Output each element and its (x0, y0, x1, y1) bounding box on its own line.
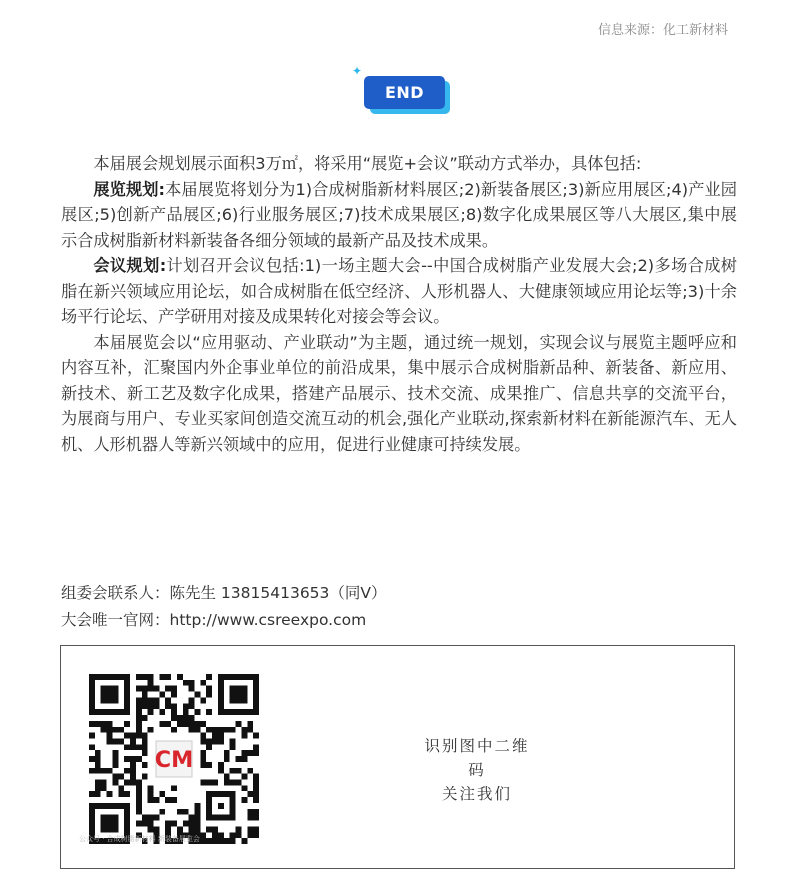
logo-text: CM (154, 747, 194, 774)
qr-module (230, 744, 236, 750)
qr-module (95, 721, 101, 727)
conference-plan-text: 计划召开会议包括:1)一场主题大会--中国合成树脂产业发展大会;2)多场合成树脂在新兴领域应用论坛，如合成树脂在低空经济、人形机器人、大健康领域应用论坛等;3)十余场平行论坛、产学研用对接及成果转化对接会等会议。 (61, 256, 737, 326)
qr-module (247, 815, 253, 821)
source-note: 信息来源：化工新材料 (597, 23, 728, 38)
qr-module (112, 762, 118, 768)
qr-module (112, 756, 118, 762)
qr-module (212, 727, 218, 733)
qr-caption: 公众号 · 合成树脂新材料 新装备展览会 (79, 835, 200, 843)
qr-module (195, 709, 201, 715)
qr-module (189, 697, 195, 703)
qr-module (165, 721, 171, 727)
qr-module (153, 815, 159, 821)
qr-module (230, 738, 236, 744)
qr-module (130, 756, 136, 762)
qr-module (247, 727, 253, 733)
qr-module (200, 721, 206, 727)
qr-module (124, 721, 130, 727)
qr-module (212, 738, 218, 744)
qr-module (195, 721, 201, 727)
sparkle-icon: ✦ (352, 64, 363, 78)
qr-module (165, 674, 171, 680)
qr-module (153, 703, 159, 709)
qr-module (159, 692, 165, 698)
qr-module (183, 821, 189, 827)
qr-module (89, 721, 95, 727)
qr-module (253, 791, 259, 797)
qr-module (124, 733, 130, 739)
qr-line-scan: 识别图中二维码 (424, 737, 530, 779)
qr-module (118, 738, 124, 744)
qr-module (247, 791, 253, 797)
qr-module (95, 756, 101, 762)
qr-instructions (417, 734, 537, 806)
qr-module (130, 762, 136, 768)
qr-module (195, 809, 201, 815)
qr-module (212, 733, 218, 739)
qr-module (118, 791, 124, 797)
qr-module (112, 780, 118, 786)
qr-module (236, 756, 242, 762)
qr-module (148, 821, 154, 827)
qr-module (107, 768, 113, 774)
exhibition-plan-title: 展览规划: (93, 179, 166, 199)
qr-module (241, 750, 247, 756)
qr-module (253, 733, 259, 739)
qr-module (253, 785, 259, 791)
contact-person: 组委会联系人：陈先生 13815413653（同V） (61, 584, 387, 602)
qr-module (95, 750, 101, 756)
theme-paragraph: 本届展览会以“应用驱动、产业联动”为主题，通过统一规划，实现会议与展览主题呼应和内容互补，汇聚国内外企事业单位的前沿成果，集中展示合成树脂新品种、新装备、新应用、新技术、新工艺及数字化成果，搭建产品展示、技术交流、成果推广、信息共享的交流平台，为展商与用户、专业买家间创造交流互动的机会,强化产业联动,探索新材料在新能源汽车、无人机、人形机器人等新兴领域中的应用，促进行业健康可持续发展。 (61, 332, 737, 454)
qr-module (253, 774, 259, 780)
qr-module (136, 744, 142, 750)
qr-module (189, 686, 195, 692)
qr-module (165, 797, 171, 803)
qr-module (142, 821, 148, 827)
qr-module (177, 674, 183, 680)
qr-module (171, 692, 177, 698)
qr-module (148, 815, 154, 821)
qr-module (177, 715, 183, 721)
qr-module (95, 762, 101, 768)
qr-module (95, 768, 101, 774)
qr-module (142, 692, 148, 698)
qr-module (247, 809, 253, 815)
qr-module (230, 768, 236, 774)
qr-module (171, 709, 177, 715)
qr-module (224, 774, 230, 780)
qr-module (89, 744, 95, 750)
qr-module (107, 733, 113, 739)
qr-module (183, 703, 189, 709)
end-badge: END (364, 76, 445, 109)
qr-module (241, 785, 247, 791)
qr-module (148, 680, 154, 686)
qr-module (112, 738, 118, 744)
official-website[interactable]: 大会唯一官网：http://www.csreexpo.com (61, 611, 367, 629)
qr-module (107, 727, 113, 733)
qr-module (112, 727, 118, 733)
qr-module (247, 826, 253, 832)
qr-module (136, 733, 142, 739)
conference-plan-paragraph (61, 253, 737, 330)
qr-module (124, 744, 130, 750)
qr-line-follow: 关注我们 (441, 785, 512, 803)
contact-block (61, 580, 387, 634)
qr-module (101, 780, 107, 786)
qr-module (177, 809, 183, 815)
qr-module (189, 715, 195, 721)
qr-module (165, 697, 171, 703)
qr-module (153, 686, 159, 692)
qr-module (142, 674, 148, 680)
qr-module (107, 791, 113, 797)
qr-module (171, 703, 177, 709)
qr-module (136, 803, 142, 809)
qr-code[interactable] (89, 674, 259, 844)
qr-module (200, 680, 206, 686)
qr-module (136, 727, 142, 733)
qr-module (189, 821, 195, 827)
qr-module (253, 780, 259, 786)
qr-module (189, 826, 195, 832)
qr-module (206, 826, 212, 832)
qr-module (206, 692, 212, 698)
qr-module (241, 733, 247, 739)
qr-module (142, 762, 148, 768)
qr-module (236, 721, 242, 727)
qr-module (136, 697, 142, 703)
qr-module (142, 750, 148, 756)
qr-module (241, 756, 247, 762)
qr-module (183, 715, 189, 721)
qr-module (101, 768, 107, 774)
qr-module (218, 762, 224, 768)
qr-module (224, 780, 230, 786)
qr-module (195, 815, 201, 821)
qr-module (236, 768, 242, 774)
qr-module (130, 774, 136, 780)
qr-module (136, 780, 142, 786)
qr-module (177, 826, 183, 832)
qr-module (148, 785, 154, 791)
qr-module (183, 709, 189, 715)
qr-module (247, 750, 253, 756)
qr-module (142, 686, 148, 692)
qr-module (118, 727, 124, 733)
qr-module (136, 809, 142, 815)
qr-module (241, 727, 247, 733)
qr-module (148, 697, 154, 703)
qr-module (236, 780, 242, 786)
qr-module (142, 738, 148, 744)
qr-module (241, 797, 247, 803)
qr-module (224, 750, 230, 756)
qr-module (200, 697, 206, 703)
qr-module (142, 733, 148, 739)
qr-module (218, 733, 224, 739)
qr-module (195, 821, 201, 827)
qr-module (200, 733, 206, 739)
qr-module (95, 785, 101, 791)
qr-module (142, 697, 148, 703)
qr-module (183, 809, 189, 815)
qr-module (206, 744, 212, 750)
qr-module (148, 709, 154, 715)
qr-module (206, 762, 212, 768)
exhibition-plan-text: 本届展览将划分为1)合成树脂新材料展区;2)新装备展区;3)新应用展区;4)产业园展区;5)创新产品展区;6)行业服务展区;7)技术成果展区;8)数字化成果展区等八大展区,集中展示合成树脂新材料新装备各细分领域的最新产品及技术成果。 (61, 179, 737, 250)
qr-module (171, 686, 177, 692)
qr-module (206, 674, 212, 680)
qr-module (195, 826, 201, 832)
qr-module (136, 715, 142, 721)
qr-module (89, 756, 95, 762)
qr-module (212, 780, 218, 786)
qr-module (159, 791, 165, 797)
qr-module (89, 768, 95, 774)
qr-module (200, 756, 206, 762)
qr-module (183, 721, 189, 727)
qr-module (148, 797, 154, 803)
qr-module (247, 721, 253, 727)
qr-module (195, 727, 201, 733)
qr-module (206, 738, 212, 744)
qr-module (189, 721, 195, 727)
qr-module (159, 809, 165, 815)
qr-module (200, 780, 206, 786)
qr-module (107, 721, 113, 727)
qr-module (130, 733, 136, 739)
qr-module (224, 756, 230, 762)
qr-module (189, 727, 195, 733)
qr-module (142, 703, 148, 709)
qr-module (253, 797, 259, 803)
qr-module (165, 821, 171, 827)
qr-module (136, 674, 142, 680)
qr-module (153, 797, 159, 803)
qr-module (165, 686, 171, 692)
qr-module (95, 780, 101, 786)
qr-module (148, 826, 154, 832)
qr-module (218, 738, 224, 744)
qr-module (171, 785, 177, 791)
qr-module (136, 709, 142, 715)
qr-module (130, 768, 136, 774)
qr-module (195, 803, 201, 809)
qr-module (148, 674, 154, 680)
qr-module (218, 727, 224, 733)
qr-module (253, 809, 259, 815)
qr-module (206, 727, 212, 733)
qr-module (206, 780, 212, 786)
qr-module (189, 680, 195, 686)
qr-module (159, 674, 165, 680)
qr-module (136, 821, 142, 827)
qr-module (171, 797, 177, 803)
qr-panel (60, 645, 735, 869)
qr-module (171, 821, 177, 827)
qr-module (142, 815, 148, 821)
qr-module (153, 697, 159, 703)
qr-module (142, 774, 148, 780)
qr-module (253, 815, 259, 821)
qr-module (230, 780, 236, 786)
qr-module (142, 715, 148, 721)
qr-module (218, 768, 224, 774)
qr-module (130, 780, 136, 786)
conference-plan-title: 会议规划: (93, 256, 167, 275)
qr-module (148, 727, 154, 733)
qr-module (241, 774, 247, 780)
qr-module (124, 780, 130, 786)
qr-module (136, 686, 142, 692)
qr-module (124, 756, 130, 762)
qr-module (206, 709, 212, 715)
qr-module (189, 815, 195, 821)
qr-module (253, 826, 259, 832)
qr-module (89, 791, 95, 797)
qr-module (124, 791, 130, 797)
qr-module (130, 738, 136, 744)
qr-module (253, 750, 259, 756)
qr-module (148, 703, 154, 709)
intro-paragraph: 本届展会规划展示面积3万㎡，将采用“展览+会议”联动方式举办，具体包括: (93, 154, 642, 173)
qr-module (148, 791, 154, 797)
qr-module (101, 785, 107, 791)
qr-module (107, 738, 113, 744)
qr-module (130, 744, 136, 750)
qr-module (230, 727, 236, 733)
qr-module (159, 709, 165, 715)
qr-module (101, 727, 107, 733)
qr-module (136, 721, 142, 727)
qr-module (177, 721, 183, 727)
qr-module (189, 703, 195, 709)
qr-module (195, 692, 201, 698)
qr-module (253, 744, 259, 750)
qr-module (212, 826, 218, 832)
qr-module (112, 774, 118, 780)
qr-module (136, 703, 142, 709)
exhibition-plan-paragraph (61, 177, 737, 254)
qr-module (136, 756, 142, 762)
qr-module (183, 680, 189, 686)
qr-module (165, 703, 171, 709)
qr-module (200, 738, 206, 744)
qr-module (89, 733, 95, 739)
qr-module (136, 797, 142, 803)
article-body (61, 151, 737, 457)
qr-module (247, 768, 253, 774)
qr-module (112, 750, 118, 756)
qr-module (118, 774, 124, 780)
qr-module (224, 727, 230, 733)
qr-module (101, 721, 107, 727)
qr-module (136, 785, 142, 791)
qr-module (142, 744, 148, 750)
qr-module (148, 686, 154, 692)
qr-module (236, 826, 242, 832)
qr-module (95, 791, 101, 797)
qr-module (200, 762, 206, 768)
qr-module (118, 785, 124, 791)
qr-module (165, 826, 171, 832)
qr-module (171, 727, 177, 733)
qr-module (159, 721, 165, 727)
qr-module (200, 750, 206, 756)
qr-module (136, 791, 142, 797)
end-divider (352, 66, 454, 116)
qr-module (206, 686, 212, 692)
qr-module (124, 768, 130, 774)
qr-module (171, 715, 177, 721)
qr-module (153, 826, 159, 832)
